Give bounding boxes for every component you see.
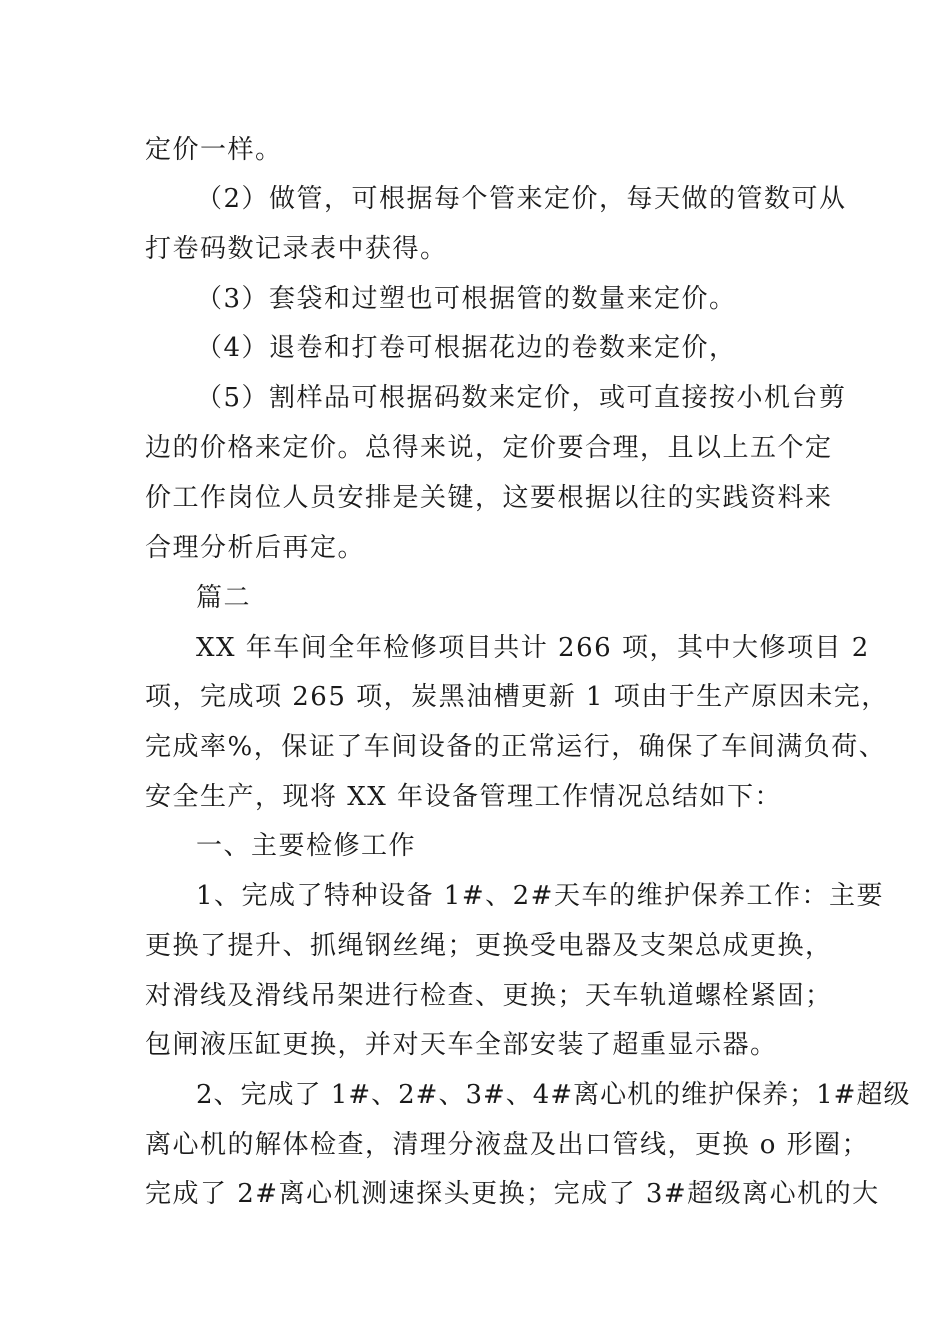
section-heading: 篇二 xyxy=(196,583,252,613)
text-line: 安全生产，现将 XX 年设备管理工作情况总结如下： xyxy=(145,782,783,812)
text-line: 完成率%，保证了车间设备的正常运行，确保了车间满负荷、 xyxy=(145,732,887,762)
text-line: 价工作岗位人员安排是关键，这要根据以往的实践资料来 xyxy=(145,483,833,513)
text-line: 对滑线及滑线吊架进行检查、更换；天车轨道螺栓紧固； xyxy=(145,981,833,1011)
text-line: XX 年车间全年检修项目共计 266 项，其中大修项目 2 xyxy=(196,633,870,663)
text-line: （5）割样品可根据码数来定价，或可直接按小机台剪 xyxy=(196,383,847,413)
text-line: 包闸液压缸更换，并对天车全部安装了超重显示器。 xyxy=(145,1030,778,1060)
text-line: 2、完成了 1#、2#、3#、4#离心机的维护保养；1#超级 xyxy=(196,1080,911,1110)
text-line: （2）做管，可根据每个管来定价，每天做的管数可从 xyxy=(196,184,847,214)
text-line: 离心机的解体检查，清理分液盘及出口管线，更换 o 形圈； xyxy=(145,1130,870,1160)
text-line: （4）退卷和打卷可根据花边的卷数来定价， xyxy=(196,333,737,363)
text-line: 更换了提升、抓绳钢丝绳；更换受电器及支架总成更换， xyxy=(145,931,833,961)
text-line: 1、完成了特种设备 1#、2#天车的维护保养工作：主要 xyxy=(196,881,884,911)
text-line: 定价一样。 xyxy=(145,135,283,165)
text-line: 打卷码数记录表中获得。 xyxy=(145,234,448,264)
text-line: 边的价格来定价。总得来说，定价要合理，且以上五个定 xyxy=(145,433,833,463)
text-line: 完成了 2#离心机测速探头更换；完成了 3#超级离心机的大 xyxy=(145,1179,880,1209)
text-line: 项，完成项 265 项，炭黑油槽更新 1 项由于生产原因未完， xyxy=(145,682,889,712)
text-line: 合理分析后再定。 xyxy=(145,533,366,563)
subsection-heading: 一、主要检修工作 xyxy=(196,831,417,861)
text-line: （3）套袋和过塑也可根据管的数量来定价。 xyxy=(196,284,737,314)
